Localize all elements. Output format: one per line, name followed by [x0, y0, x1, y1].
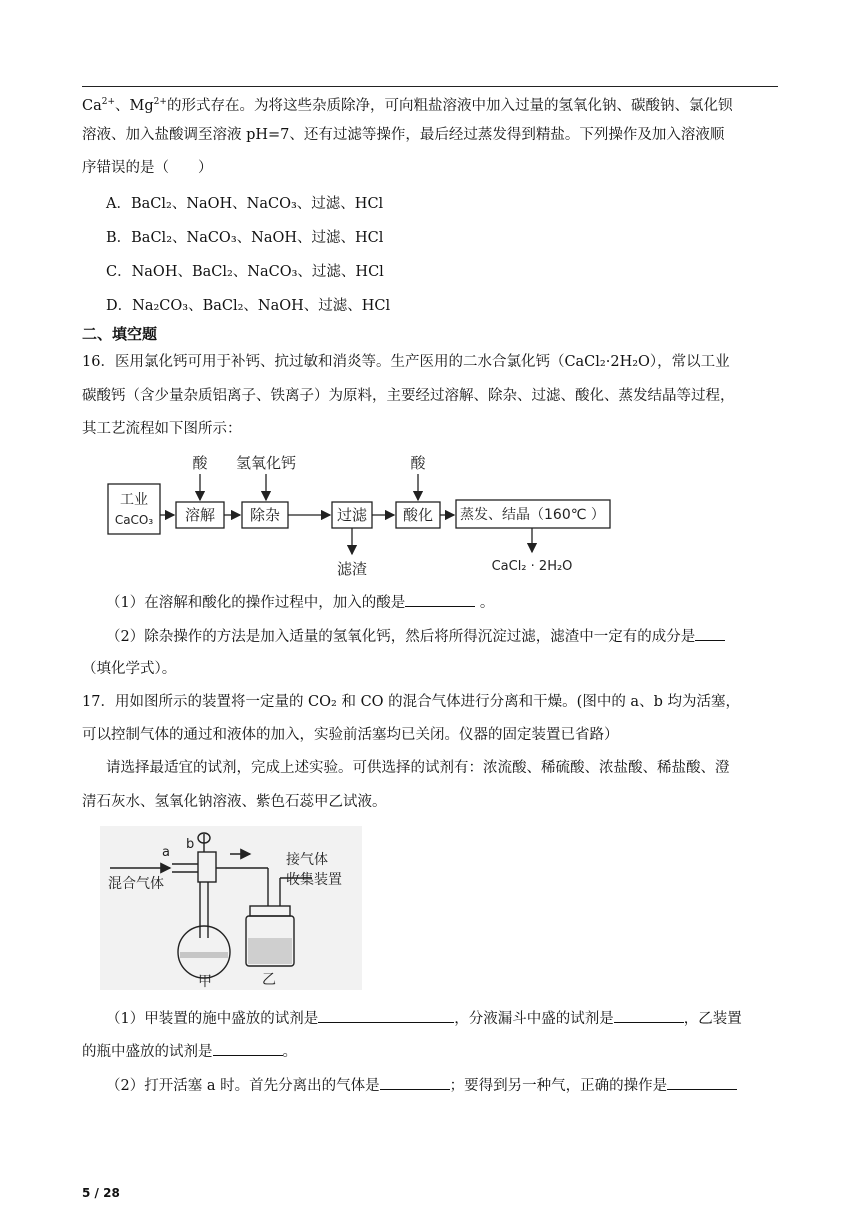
q16-sub-2: （2）除杂操作的方法是加入适量的氢氧化钙，然后将所得沉淀过滤，滤渣中一定有的成分是 — [106, 626, 806, 647]
q16-line-2: 碳酸钙（含少量杂质铝离子、铁离子）为原料，主要经过溶解、除杂、过滤、酸化、蒸发结晶等过程， — [82, 388, 735, 404]
page-number: 5 / 28 — [82, 1186, 120, 1200]
flow-input-bottom: CaCO₃ — [114, 513, 154, 527]
intro-line-1: $Ca^{2+}$、$Mg^{2+}$的形式存在。为将这些杂质除净，可向粗盐溶液中加入过量的氢氧化钠、碳酸钠、氯化钡 — [82, 97, 733, 114]
q17-line-4: 清石灰水、氢氧化钠溶液、紫色石蕊甲乙试液。 — [82, 794, 387, 810]
valve-b-label: b — [186, 837, 195, 852]
valve-a-label: a — [162, 845, 170, 860]
q17-sub-1-cont: 的瓶中盛放的试剂是 。 — [82, 1041, 782, 1062]
flow-product: CaCl₂ · 2H₂O — [491, 559, 573, 574]
mixed-gas-label: 混合气体 — [108, 876, 164, 892]
option-b: B．BaCl₂、NaCO₃、NaOH、过滤、HCl — [106, 230, 384, 246]
apparatus-image — [100, 826, 362, 990]
flow-dissolve: 溶解 — [184, 506, 216, 524]
q16-sub-2-cont: （填化学式）。 — [82, 661, 177, 677]
flow-acid-2: 酸 — [410, 454, 426, 472]
option-a: A．BaCl₂、NaOH、NaCO₃、过滤、HCl — [106, 196, 384, 212]
section-title: 二、填空题 — [82, 325, 158, 343]
flow-evaporate: 蒸发、结晶（160℃ ） — [460, 507, 605, 523]
q17-line-3: 请选择最适宜的试剂，完成上述实验。可供选择的试剂有：浓流酸、稀硫酸、浓盐酸、稀盐酸、澄 — [106, 760, 730, 776]
answer-blank[interactable] — [614, 1008, 684, 1023]
answer-blank[interactable] — [695, 626, 725, 641]
intro-line-3: 序错误的是（ ） — [82, 160, 213, 176]
flow-acid-1: 酸 — [192, 454, 208, 472]
answer-blank[interactable] — [318, 1008, 454, 1023]
process-flow-diagram — [100, 446, 620, 580]
flow-residue: 滤渣 — [336, 560, 368, 578]
yi-label: 乙 — [262, 972, 276, 988]
flow-filter: 过滤 — [336, 506, 368, 524]
jia-label: 甲 — [198, 974, 212, 990]
intro-line-2: 溶液、加入盐酸调至溶液 pH=7、还有过滤等操作，最后经过蒸发得到精盐。下列操作及加入溶液顺 — [82, 127, 725, 143]
flow-calcium-hydroxide: 氢氧化钙 — [235, 454, 297, 472]
answer-blank[interactable] — [405, 592, 475, 607]
header-rule — [82, 86, 778, 87]
flow-acidify: 酸化 — [402, 506, 434, 524]
flow-purify: 除杂 — [249, 506, 281, 524]
collect-label-1: 接气体 — [286, 852, 328, 868]
q16-line-1: 16．医用氯化钙可用于补钙、抗过敏和消炎等。生产医用的二水合氯化钙（CaCl₂·2H₂O），常以工业 — [82, 354, 730, 370]
answer-blank[interactable] — [380, 1075, 450, 1090]
option-d: D．Na₂CO₃、BaCl₂、NaOH、过滤、HCl — [106, 298, 391, 314]
collect-label-2: 收集装置 — [286, 872, 342, 888]
q16-line-3: 其工艺流程如下图所示： — [82, 421, 242, 437]
flow-input-top: 工业 — [120, 492, 148, 508]
answer-blank[interactable] — [667, 1075, 737, 1090]
answer-blank[interactable] — [213, 1041, 283, 1056]
q17-line-1: 17．用如图所示的装置将一定量的 CO₂ 和 CO 的混合气体进行分离和干燥。(图中的 a、b 均为活塞， — [82, 694, 740, 710]
q16-sub-1: （1）在溶解和酸化的操作过程中，加入的酸是 。 — [106, 592, 806, 613]
q17-sub-2: （2）打开活塞 a 时。首先分离出的气体是 ；要得到另一种气，正确的操作是 — [106, 1075, 806, 1096]
option-c: C．NaOH、BaCl₂、NaCO₃、过滤、HCl — [106, 264, 384, 280]
q17-sub-1: （1）甲装置的施中盛放的试剂是 ，分液漏斗中盛的试剂是 ，乙装置 — [106, 1008, 806, 1029]
q17-line-2: 可以控制气体的通过和液体的加入，实验前活塞均已关闭。仪器的固定装置已省路） — [82, 727, 619, 743]
